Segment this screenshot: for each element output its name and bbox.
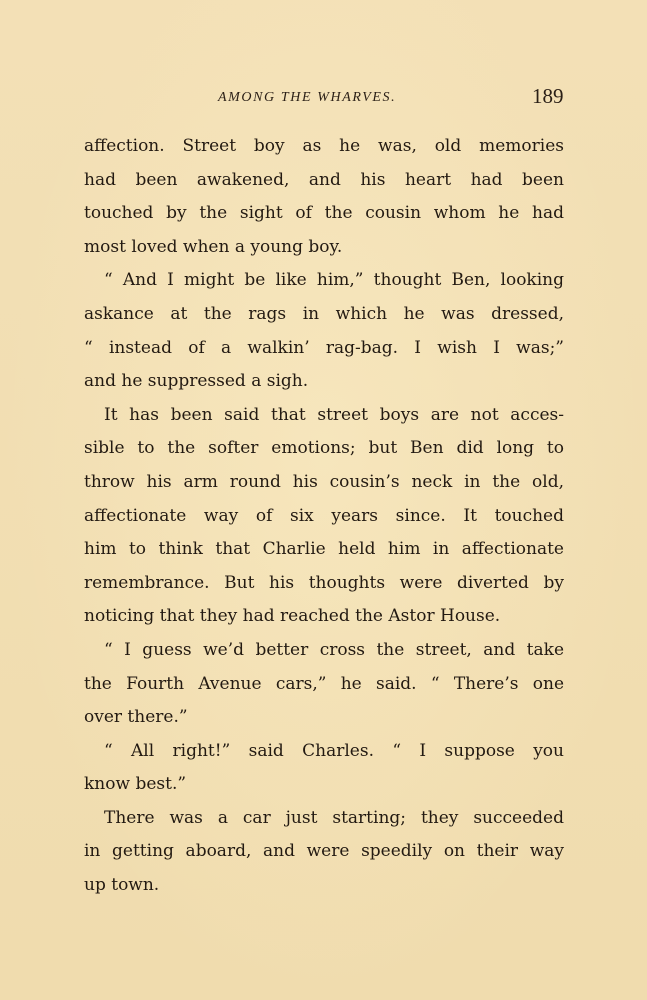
text-line: over there.” bbox=[84, 707, 188, 728]
text-line: remembrance. But his thoughts were diverted by bbox=[84, 572, 564, 593]
text-line: most loved when a young boy. bbox=[84, 236, 343, 257]
text-line: and he suppressed a sigh. bbox=[84, 371, 309, 392]
running-title: AMONG THE WHARVES. bbox=[218, 90, 397, 105]
text-line: sible to the softer emotions; but Ben did long to bbox=[84, 438, 564, 459]
text-line: affection. Street boy as he was, old memories bbox=[84, 136, 564, 156]
text-line: There was a car just starting; they succeeded bbox=[104, 807, 564, 828]
text-line: “ instead of a walkin’ rag-bag. I wish I was;” bbox=[84, 337, 564, 358]
text-line: in getting aboard, and were speedily on their way bbox=[84, 841, 564, 862]
text-line: “ I guess we’d better cross the street, and take bbox=[104, 639, 564, 660]
text-line: up town. bbox=[84, 875, 160, 896]
page-number: 189 bbox=[532, 84, 564, 108]
text-line: noticing that they had reached the Astor House. bbox=[84, 606, 501, 627]
page-header bbox=[0, 84, 647, 114]
text-line: know best.” bbox=[84, 774, 187, 795]
body-text bbox=[84, 130, 564, 903]
text-line: “ And I might be like him,” thought Ben, looking bbox=[104, 270, 564, 291]
text-line: “ All right!” said Charles. “ I suppose you bbox=[104, 740, 564, 761]
text-line: him to think that Charlie held him in affectionate bbox=[84, 539, 564, 560]
text-line: had been awakened, and his heart had been bbox=[84, 169, 564, 190]
text-line: It has been said that street boys are not acces- bbox=[104, 404, 564, 425]
text-line: touched by the sight of the cousin whom he had bbox=[84, 203, 564, 224]
text-line: the Fourth Avenue cars,” he said. “ There’s one bbox=[84, 673, 564, 694]
text-line: throw his arm round his cousin’s neck in the old, bbox=[84, 471, 564, 492]
text-line: affectionate way of six years since. It touched bbox=[84, 505, 564, 526]
text-line: askance at the rags in which he was dressed, bbox=[84, 303, 564, 324]
